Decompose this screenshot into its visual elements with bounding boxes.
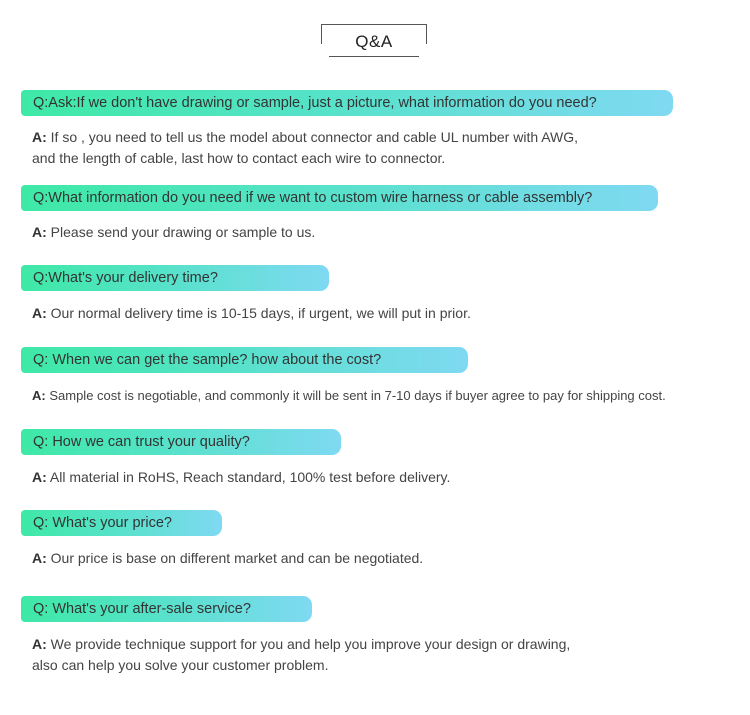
answer-prefix: A:: [32, 550, 47, 566]
answer-2: [32, 222, 315, 243]
answer-1-line-2: and the length of cable, last how to contact each wire to connector.: [32, 150, 446, 166]
answer-6: [32, 548, 423, 569]
answer-6-line-1: Our price is base on different market and can be negotiated.: [50, 550, 424, 566]
question-6: Q: What's your price?: [21, 510, 222, 536]
question-3: Q:What's your delivery time?: [21, 265, 329, 291]
qa-title-frame: [321, 24, 427, 58]
answer-1-line-1: If so , you need to tell us the model about connector and cable UL number with AWG,: [50, 129, 579, 145]
answer-prefix: A:: [32, 305, 47, 321]
answer-7-line-2: also can help you solve your customer problem.: [32, 657, 329, 673]
answer-7: [32, 634, 570, 676]
answer-7-line-1: We provide technique support for you and help you improve your design or drawing,: [50, 636, 571, 652]
question-4: Q: When we can get the sample? how about the cost?: [21, 347, 468, 373]
answer-prefix: A:: [32, 224, 47, 240]
answer-prefix: A:: [32, 388, 46, 403]
page-title: Q&A: [355, 32, 393, 51]
answer-1: [32, 127, 578, 169]
answer-prefix: A:: [32, 129, 47, 145]
answer-4-line-1: Sample cost is negotiable, and commonly it will be sent in 7-10 days if buyer agree to pay for shipping cost.: [49, 388, 666, 403]
question-2: Q:What information do you need if we want to custom wire harness or cable assembly?: [21, 185, 658, 211]
question-1: Q:Ask:If we don't have drawing or sample, just a picture, what information do you need?: [21, 90, 673, 116]
question-7: Q: What's your after-sale service?: [21, 596, 312, 622]
answer-2-line-1: Please send your drawing or sample to us.: [50, 224, 316, 240]
answer-5: [32, 467, 450, 488]
answer-prefix: A:: [32, 469, 47, 485]
answer-3: [32, 303, 471, 324]
answer-5-line-1: All material in RoHS, Reach standard, 100% test before delivery.: [49, 469, 451, 485]
answer-3-line-1: Our normal delivery time is 10-15 days, if urgent, we will put in prior.: [50, 305, 471, 321]
answer-4: [32, 385, 666, 406]
question-5: Q: How we can trust your quality?: [21, 429, 341, 455]
answer-prefix: A:: [32, 636, 47, 652]
